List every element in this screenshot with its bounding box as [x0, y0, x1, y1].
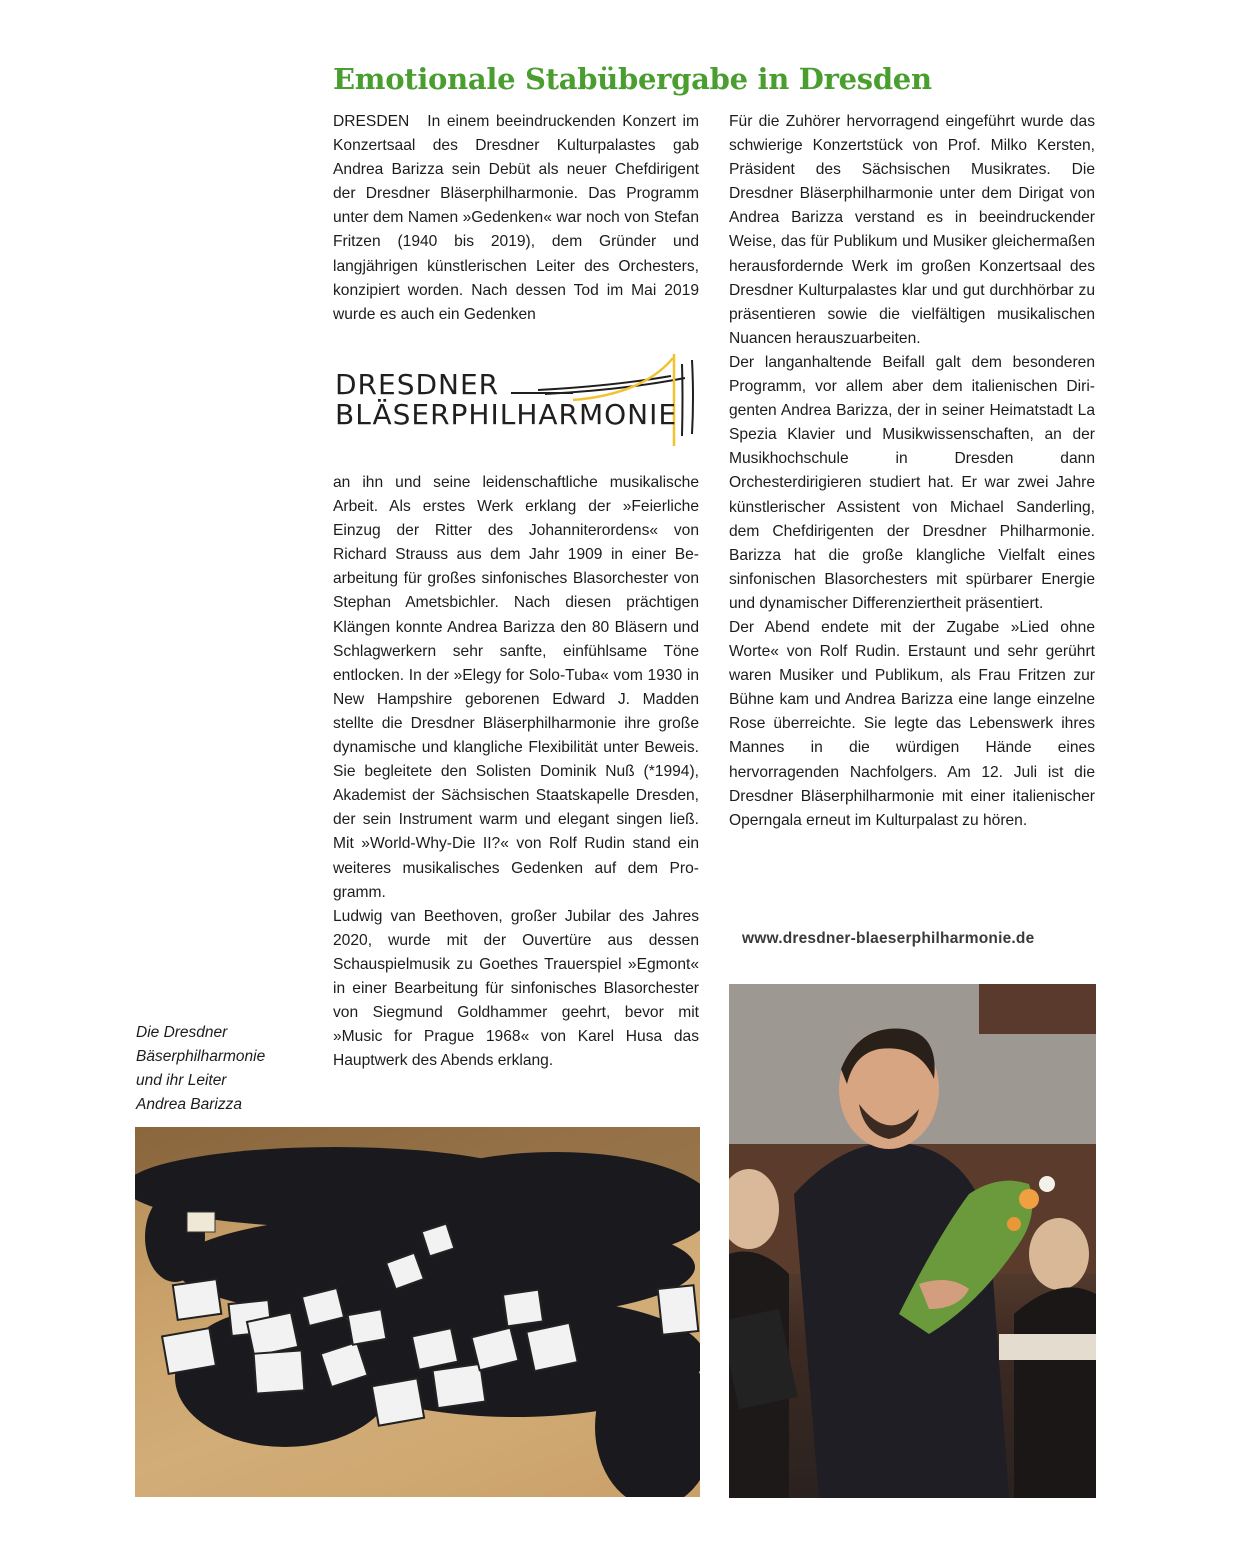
conductor-photo: [729, 984, 1096, 1498]
article-column-left-bottom: [333, 471, 699, 1073]
photo-caption: [136, 1021, 265, 1117]
orchestra-scene-image: [135, 1127, 700, 1497]
website-link[interactable]: www.dresdner-blaeserphilharmonie.de: [742, 930, 1035, 947]
lead-text: In einem beeindruckenden Konzert im Konzertsaal des Dresdner Kulturpalastes gab Andrea Barizza sein Debüt als neuer Chefdirigent der Dresdner Bläserphilharmonie. Das Programm unter dem Namen »Gedenken« war noch von Stefan Fritzen (1940 bis 2019), dem Gründer und langjährigen künstlerischen Leiter des Orchesters, konzipiert worden. Nach dessen Tod im Mai 2019 wurde es auch ein Gedenken: [333, 113, 699, 323]
article-paragraph: Für die Zuhörer hervorragend eingeführt wurde das schwierige Konzertstück von Prof. Milko Kersten, Präsident des Sächsischen Musikrates. Die Dresdner Bläserphilharmonie unter dem Dirigat von Andrea Barizza verstand es in beeindruckender Weise, das für Publikum und Musiker gleichermaßen herausfordernde Werk im großen Konzertsaal des Dresdner Kulturpalastes klar und gut durchhörbar zu präsentieren sowie die vielfältigen musikalischen Nuancen herauszuarbeiten.: [729, 113, 1095, 347]
article-paragraph: an ihn und seine leidenschaftliche musikalische Arbeit. Als erstes Werk erklang der »Feierliche Einzug der Ritter des Johanniterordens« von Richard Strauss aus dem Jahr 1909 in einer Bearbeitung für großes sinfonisches Blasorchester von Stephan Ametsbichler. Nach diesen prächtigen Klängen konnte Andrea Barizza den 80 Bläsern und Schlagwerkern sehr sanfte, einfühlsame Töne entlocken. In der »Elegy for Solo-Tuba« vom 1930 in New Hampshire geborenen Edward J. Madden stellte die Dresdner Bläserphilharmonie ihre große dynamische und klangliche Flexibilität unter Beweis. Sie begleitete den Solisten Dominik Nuß (*1994), Akademist der Sächsischen Staatskapelle Dresden, der sein Instrument warm und elegant singen ließ. Mit »World-Why-Die II?« von Rolf Rudin stand ein weiteres musikalisches Gedenken auf dem Programm.: [333, 474, 699, 901]
caption-line: Andrea Barizza: [136, 1096, 242, 1113]
article-paragraph: Der langanhaltende Beifall galt dem besonderen Programm, vor allem aber dem italienischen Dirigenten Andrea Barizza, der in seiner Heimatstadt La Spezia Klavier und Musikwissenschaften, an der Musikhochschule in Dresden dann Orchesterdirigieren studiert hat. Er war zwei Jahre künstlerischer Assistent von Michael Sanderling, dem Chefdirigenten der Dresdner Philharmonie. Barizza hat die große klangliche Vielfalt eines sinfonischen Blasorchesters mit spürbarer Energie und dynamischer Differenziertheit präsentiert.: [729, 353, 1095, 612]
caption-line: und ihr Leiter: [136, 1072, 227, 1089]
caption-line: Die Dresdner: [136, 1024, 228, 1041]
article-column-left-top: [333, 110, 699, 327]
logo-text-line2: BLÄSERPHILHARMONIE: [335, 398, 678, 431]
orchestra-logo: [333, 348, 705, 448]
caption-line: Bäserphilharmonie: [136, 1048, 266, 1065]
article-paragraph: Ludwig van Beethoven, großer Jubilar des Jahres 2020, wurde mit der Ouvertüre aus dessen Schauspielmusik zu Goethes Trauerspiel »Egmont« in einer Bearbeitung für sinfonisches Blasorchester von Siegmund Goldhammer geehrt, bevor mit »Music for Prague 1968« von Karel Husa das Hauptwerk des Abends erklang.: [333, 907, 699, 1070]
dateline: DRESDEN: [333, 113, 410, 130]
orchestra-photo: [135, 1127, 700, 1497]
conductor-portrait-image: [729, 984, 1096, 1498]
article-column-right: [729, 110, 1095, 833]
article-paragraph: [333, 110, 699, 327]
article-title: Emotionale Stabübergabe in Dresden: [333, 62, 932, 96]
article-paragraph: Der Abend endete mit der Zugabe »Lied ohne Worte« von Rolf Rudin. Erstaunt und sehr gerührt waren Musiker und Publikum, als Frau Fritzen zur Bühne kam und Andrea Barizza eine lange einzelne Rose überreichte. Sie legte das Lebenswerk ihres Mannes in die würdigen Hände eines hervorragenden Nachfolgers. Am 12. Juli ist die Dresdner Bläserphilharmonie mit einer italienischer Operngala erneut im Kulturpalast zu hören.: [729, 618, 1095, 829]
logo-text-line1: DRESDNER: [335, 368, 500, 401]
